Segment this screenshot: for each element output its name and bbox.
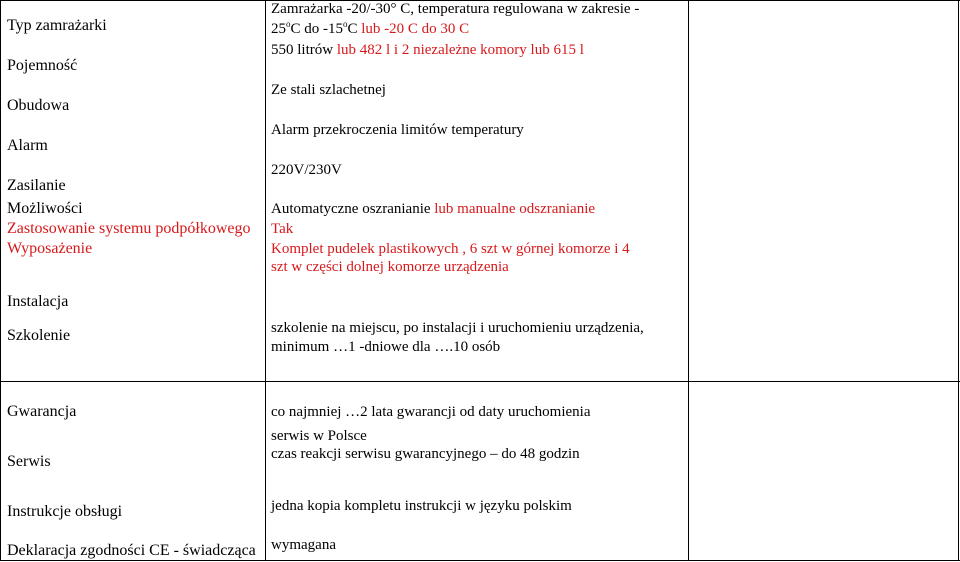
table-border-right-outer bbox=[958, 0, 959, 561]
degree-mark: o bbox=[286, 19, 291, 29]
label-instrukcje: Instrukcje obsługi bbox=[7, 503, 123, 520]
label-alarm: Alarm bbox=[7, 137, 48, 154]
value-pojemnosc-alt: lub 482 l i 2 niezależne komory lub 615 l bbox=[336, 42, 584, 58]
value-mozliwosci-auto: Automatyczne oszranianie bbox=[271, 201, 431, 217]
label-instalacja: Instalacja bbox=[7, 293, 69, 310]
table-border-bottom bbox=[0, 560, 960, 561]
value-typ-line1: Zamrażarka -20/-30° C, temperatura regulowana w zakresie - bbox=[271, 1, 640, 17]
label-gwarancja: Gwarancja bbox=[7, 403, 77, 420]
value-mozliwosci-manual: lub manualne odszranianie bbox=[434, 201, 596, 217]
value-alarm: Alarm przekroczenia limitów temperatury bbox=[271, 122, 524, 138]
value-zastosowanie: Tak bbox=[271, 221, 294, 237]
value-obudowa: Ze stali szlachetnej bbox=[271, 82, 386, 98]
label-zastosowanie: Zastosowanie systemu podpółkowego bbox=[7, 220, 251, 237]
value-typ-min-temp: 25 bbox=[271, 21, 286, 37]
value-typ-unit: C bbox=[347, 21, 358, 37]
value-wyposazenie-line2: szt w części dolnej komorze urządzenia bbox=[271, 259, 509, 275]
degree-mark: o bbox=[343, 19, 348, 29]
value-deklaracja: wymagana bbox=[271, 537, 336, 553]
value-gwarancja: co najmniej …2 lata gwarancji od daty uruchomienia bbox=[271, 404, 591, 420]
value-pojemnosc-base: 550 litrów bbox=[271, 42, 334, 58]
value-typ-range-text: C do -15 bbox=[290, 21, 343, 37]
label-serwis: Serwis bbox=[7, 453, 51, 470]
column-divider bbox=[265, 0, 266, 561]
value-szkolenie-line1: szkolenie na miejscu, po instalacji i uruchomieniu urządzenia, bbox=[271, 320, 644, 336]
value-zasilanie: 220V/230V bbox=[271, 162, 342, 178]
value-serwis-line1: serwis w Polsce bbox=[271, 428, 367, 444]
row-divider bbox=[0, 381, 960, 382]
label-typ: Typ zamrażarki bbox=[7, 17, 107, 34]
value-wyposazenie-line1: Komplet pudelek plastikowych , 6 szt w górnej komorze i 4 bbox=[271, 241, 630, 257]
label-deklaracja: Deklaracja zgodności CE - świadcząca bbox=[7, 542, 256, 559]
table-border-right bbox=[688, 0, 689, 561]
value-typ-line2 bbox=[271, 20, 469, 38]
value-pojemnosc bbox=[271, 41, 584, 59]
label-zasilanie: Zasilanie bbox=[7, 177, 66, 194]
value-instrukcje: jedna kopia kompletu instrukcji w języku polskim bbox=[271, 498, 572, 514]
label-obudowa: Obudowa bbox=[7, 97, 70, 114]
label-pojemnosc: Pojemność bbox=[7, 57, 78, 74]
label-mozliwosci: Możliwości bbox=[7, 200, 83, 217]
value-mozliwosci bbox=[271, 200, 595, 218]
value-typ-alt-range: lub -20 C do 30 C bbox=[361, 21, 470, 37]
table-border-left bbox=[0, 0, 1, 561]
value-serwis-line2: czas reakcji serwisu gwarancyjnego – do 48 godzin bbox=[271, 446, 580, 462]
value-szkolenie-line2: minimum …1 -dniowe dla ….10 osób bbox=[271, 339, 501, 355]
label-wyposazenie: Wyposażenie bbox=[7, 240, 93, 257]
label-szkolenie: Szkolenie bbox=[7, 327, 71, 344]
